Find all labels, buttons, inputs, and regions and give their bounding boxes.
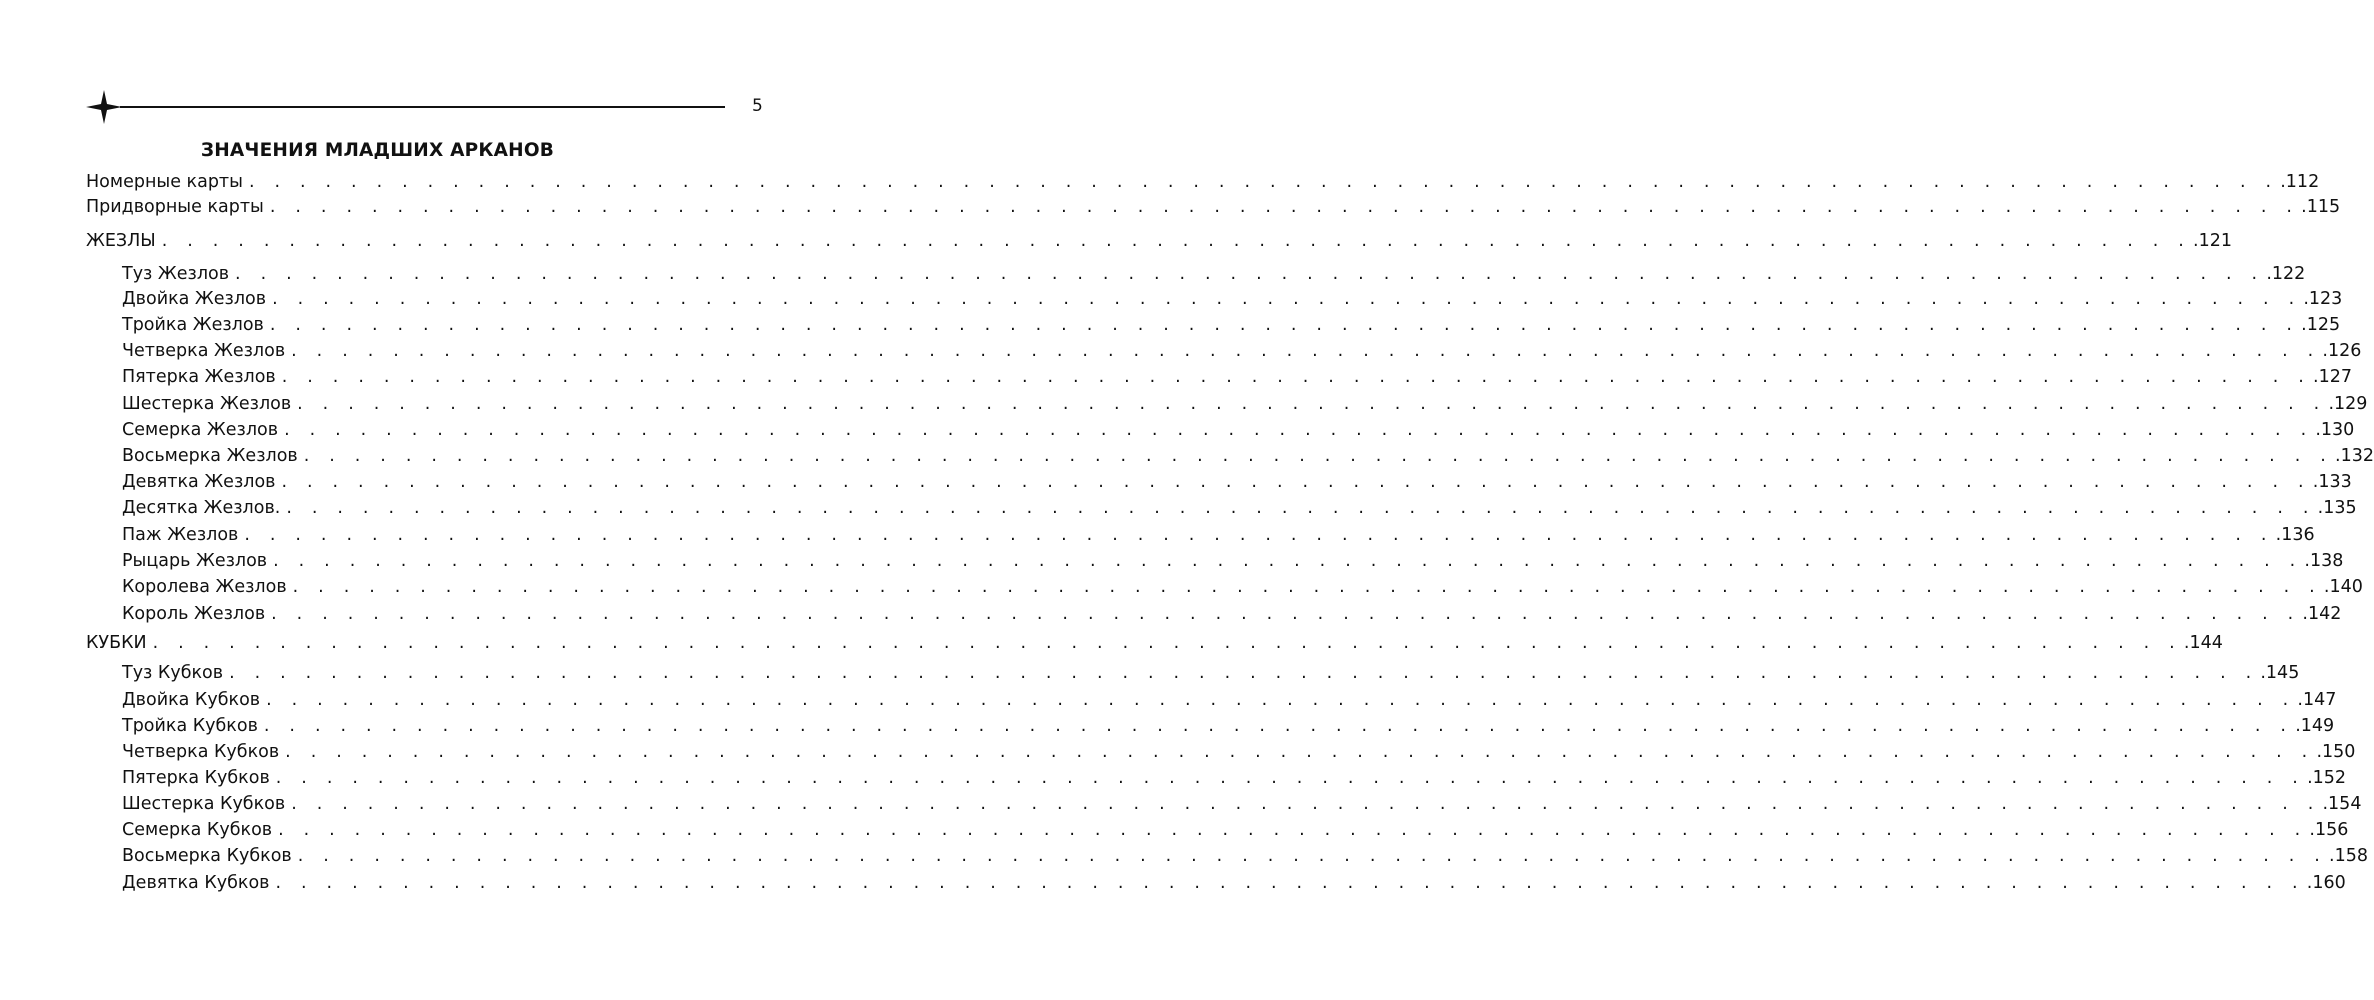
toc-leader-dots: . . . . . . . . . . . . . . . . . . . . . . . . . . . . . . . . . . . . . . . . . . . . . . . . . . . . . . . . . . . . . . . . . . . . . . . . . . . . . . . . (284, 420, 2314, 440)
toc-entry-title: Шестерка Кубков (122, 794, 286, 814)
toc-leader-dots: . . . . . . . . . . . . . . . . . . . . . . . . . . . . . . . . . . . . . . . . . . . . . . . . . . . . . . . . . . . . . . . . . . . . . . . . . . . . . . . . (266, 690, 2296, 710)
toc-entry-page: .152 (2307, 768, 2347, 788)
toc-entry-title: Придворные карты (86, 197, 264, 217)
toc-entry-page: .121 (2193, 231, 2232, 251)
toc-entry (122, 394, 2368, 418)
toc-leader-dots: . . . . . . . . . . . . . . . . . . . . . . . . . . . . . . . . . . . . . . . . . . . . . . . . . . . . . . . . . . . . . . . . . . . . . . . . . . . . . . . . (291, 341, 2321, 361)
toc-entry-title: Рыцарь Жезлов (122, 551, 268, 571)
toc-entry-title: Тройка Кубков (122, 716, 258, 736)
toc-entry-title: Король Жезлов (122, 604, 266, 624)
toc-entry (122, 873, 2346, 897)
toc-entry (122, 341, 2362, 365)
toc-entry-title: Девятка Кубков (122, 873, 270, 893)
toc-entry-page: .138 (2304, 551, 2344, 571)
toc-entry-page: .127 (2313, 367, 2352, 387)
toc-entry (122, 663, 2300, 687)
toc-leader-dots: . . . . . . . . . . . . . . . . . . . . . . . . . . . . . . . . . . . . . . . . . . . . . . . . . . . . . . . . . . . . . . . . . . . . . . . . . . . . . . . . (281, 472, 2311, 492)
toc-entry (86, 197, 2341, 221)
toc-leader-dots: . . . . . . . . . . . . . . . . . . . . . . . . . . . . . . . . . . . . . . . . . . . . . . . . . . . . . . . . . . . . . . . . . . . . . . . . . . . . . . . . (278, 820, 2308, 840)
toc-entry-title: Шестерка Жезлов (122, 394, 292, 414)
toc-entry-page: .136 (2275, 525, 2315, 545)
toc-entry-title: Пятерка Жезлов (122, 367, 276, 387)
toc-entry-page: .132 (2335, 446, 2374, 466)
toc-entry-title: Семерка Жезлов (122, 420, 279, 440)
toc-leader-dots: . . . . . . . . . . . . . . . . . . . . . . . . . . . . . . . . . . . . . . . . . . . . . . . . . . . . . . . . . . . . . . . . . . . . . . . . . . . . . . . . (275, 873, 2305, 893)
toc-entry (86, 633, 2223, 657)
toc-entry (86, 172, 2320, 196)
toc-entry (122, 264, 2306, 288)
toc-leader-dots: . . . . . . . . . . . . . . . . . . . . . . . . . . . . . . . . . . . . . . . . . . . . . . . . . . . . . . . . . . . . . . . . . . . . . . . . . . . . . . . . (152, 633, 2182, 653)
toc-entry (86, 231, 2232, 255)
toc-leader-dots: . . . . . . . . . . . . . . . . . . . . . . . . . . . . . . . . . . . . . . . . . . . . . . . . . . . . . . . . . . . . . . . . . . . . . . . . . . . . . . . . (303, 446, 2333, 466)
toc-leader-dots: . . . . . . . . . . . . . . . . . . . . . . . . . . . . . . . . . . . . . . . . . . . . . . . . . . . . . . . . . . . . . . . . . . . . . . . . . . . . . . . . (286, 498, 2316, 518)
toc-entry-title: Королева Жезлов (122, 577, 287, 597)
toc-leader-dots: . . . . . . . . . . . . . . . . . . . . . . . . . . . . . . . . . . . . . . . . . . . . . . . . . . . . . . . . . . . . . . . . . . . . . . . . . . . . . . . . (281, 367, 2312, 387)
toc-entry (122, 716, 2335, 740)
toc-entry (122, 525, 2315, 549)
toc-entry (122, 367, 2352, 391)
toc-entry (122, 472, 2352, 496)
toc-entry (122, 420, 2355, 444)
toc-entry-title: Десятка Жезлов. (122, 498, 281, 518)
toc-leader-dots: . . . . . . . . . . . . . . . . . . . . . . . . . . . . . . . . . . . . . . . . . . . . . . . . . . . . . . . . . . . . . . . . . . . . . . . . . . . . . . . . (229, 663, 2259, 683)
toc-entry-title: Двойка Кубков (122, 690, 261, 710)
toc-entry-page: .158 (2329, 846, 2368, 866)
toc-entry-page: .156 (2309, 820, 2349, 840)
toc-entry (122, 820, 2349, 844)
toc-entry (122, 794, 2362, 818)
toc-entry (122, 768, 2347, 792)
header-rule (120, 106, 725, 108)
toc-entry-page: .130 (2315, 420, 2355, 440)
toc-entry-page: .133 (2312, 472, 2352, 492)
toc-entry-title: Туз Жезлов (122, 264, 230, 284)
toc-leader-dots: . . . . . . . . . . . . . . . . . . . . . . . . . . . . . . . . . . . . . . . . . . . . . . . . . . . . . . . . . . . . . . . . . . . . . . . . . . . . . . . . (291, 794, 2321, 814)
toc-leader-dots: . . . . . . . . . . . . . . . . . . . . . . . . . . . . . . . . . . . . . . . . . . . . . . . . . . . . . . . . . . . . . . . . . . . . . . . . . . . . . . . . (297, 394, 2327, 414)
toc-leader-dots: . . . . . . . . . . . . . . . . . . . . . . . . . . . . . . . . . . . . . . . . . . . . . . . . . . . . . . . . . . . . . . . . . . . . . . . . . . . . . . . . (272, 289, 2302, 309)
toc-entry-page: .122 (2266, 264, 2306, 284)
toc-entry-page: .145 (2260, 663, 2300, 683)
toc-entry (122, 551, 2344, 575)
toc-entry-page: .150 (2316, 742, 2356, 762)
toc-entry-title: Двойка Жезлов (122, 289, 267, 309)
toc-entry-page: .142 (2302, 604, 2342, 624)
toc-entry-page: .115 (2301, 197, 2341, 217)
toc-entry-page: .154 (2322, 794, 2362, 814)
toc-entry-title: Восьмерка Жезлов (122, 446, 298, 466)
toc-entry-title: КУБКИ (86, 633, 147, 653)
toc-entry-title: Паж Жезлов (122, 525, 239, 545)
toc-entry-page: .147 (2297, 690, 2337, 710)
four-point-star-icon (86, 90, 122, 124)
toc-entry (122, 742, 2356, 766)
toc-entry (122, 690, 2337, 714)
toc-leader-dots: . . . . . . . . . . . . . . . . . . . . . . . . . . . . . . . . . . . . . . . . . . . . . . . . . . . . . . . . . . . . . . . . . . . . . . . . . . . . . . . . (248, 172, 2279, 192)
toc-entry-page: .129 (2328, 394, 2368, 414)
toc-entry-page: .123 (2303, 289, 2343, 309)
toc-entry-title: Четверка Кубков (122, 742, 280, 762)
toc-leader-dots: . . . . . . . . . . . . . . . . . . . . . . . . . . . . . . . . . . . . . . . . . . . . . . . . . . . . . . . . . . . . . . . . . . . . . . . . . . . . . . . . (244, 525, 2274, 545)
toc-leader-dots: . . . . . . . . . . . . . . . . . . . . . . . . . . . . . . . . . . . . . . . . . . . . . . . . . . . . . . . . . . . . . . . . . . . . . . . . . . . . . . . . (269, 315, 2300, 335)
toc-leader-dots: . . . . . . . . . . . . . . . . . . . . . . . . . . . . . . . . . . . . . . . . . . . . . . . . . . . . . . . . . . . . . . . . . . . . . . . . . . . . . . . . (297, 846, 2328, 866)
toc-entry-title: Восьмерка Кубков (122, 846, 292, 866)
toc-entry-title: Пятерка Кубков (122, 768, 270, 788)
toc-entry-page: .125 (2301, 315, 2341, 335)
toc-leader-dots: . . . . . . . . . . . . . . . . . . . . . . . . . . . . . . . . . . . . . . . . . . . . . . . . . . . . . . . . . . . . . . . . . . . . . . . . . . . . . . . . (161, 231, 2192, 251)
page-number: 5 (752, 96, 763, 116)
toc-entry (122, 604, 2342, 628)
toc-entry-title: Девятка Жезлов (122, 472, 276, 492)
toc-entry (122, 315, 2341, 339)
toc-leader-dots: . . . . . . . . . . . . . . . . . . . . . . . . . . . . . . . . . . . . . . . . . . . . . . . . . . . . . . . . . . . . . . . . . . . . . . . . . . . . . . . . (285, 742, 2315, 762)
toc-entry (122, 289, 2343, 313)
toc-entry-title: Туз Кубков (122, 663, 224, 683)
toc-entry (122, 498, 2357, 522)
toc-entry-title: Номерные карты (86, 172, 243, 192)
toc-leader-dots: . . . . . . . . . . . . . . . . . . . . . . . . . . . . . . . . . . . . . . . . . . . . . . . . . . . . . . . . . . . . . . . . . . . . . . . . . . . . . . . . (269, 197, 2300, 217)
toc-leader-dots: . . . . . . . . . . . . . . . . . . . . . . . . . . . . . . . . . . . . . . . . . . . . . . . . . . . . . . . . . . . . . . . . . . . . . . . . . . . . . . . . (273, 551, 2303, 571)
toc-entry-page: .149 (2295, 716, 2335, 736)
toc-entry (122, 577, 2363, 601)
toc-entry-title: Семерка Кубков (122, 820, 273, 840)
toc-entry-title: Четверка Жезлов (122, 341, 286, 361)
toc-leader-dots: . . . . . . . . . . . . . . . . . . . . . . . . . . . . . . . . . . . . . . . . . . . . . . . . . . . . . . . . . . . . . . . . . . . . . . . . . . . . . . . . (235, 264, 2265, 284)
toc-entry-page: .126 (2322, 341, 2362, 361)
toc-entry (122, 446, 2374, 470)
toc-entry-title: Тройка Жезлов (122, 315, 264, 335)
toc-entry-page: .144 (2183, 633, 2223, 653)
toc-entry (122, 846, 2368, 870)
page-header (86, 90, 763, 124)
toc-leader-dots: . . . . . . . . . . . . . . . . . . . . . . . . . . . . . . . . . . . . . . . . . . . . . . . . . . . . . . . . . . . . . . . . . . . . . . . . . . . . . . . . (275, 768, 2306, 788)
toc-entry-page: .112 (2280, 172, 2320, 192)
section-title: ЗНАЧЕНИЯ МЛАДШИХ АРКАНОВ (200, 140, 555, 161)
toc-entry-page: .140 (2323, 577, 2363, 597)
toc-leader-dots: . . . . . . . . . . . . . . . . . . . . . . . . . . . . . . . . . . . . . . . . . . . . . . . . . . . . . . . . . . . . . . . . . . . . . . . . . . . . . . . . (292, 577, 2322, 597)
toc-entry-page: .160 (2306, 873, 2346, 893)
toc-entry-title: ЖЕЗЛЫ (86, 231, 156, 251)
toc-leader-dots: . . . . . . . . . . . . . . . . . . . . . . . . . . . . . . . . . . . . . . . . . . . . . . . . . . . . . . . . . . . . . . . . . . . . . . . . . . . . . . . . (263, 716, 2294, 736)
toc-entry-page: .135 (2317, 498, 2357, 518)
toc-leader-dots: . . . . . . . . . . . . . . . . . . . . . . . . . . . . . . . . . . . . . . . . . . . . . . . . . . . . . . . . . . . . . . . . . . . . . . . . . . . . . . . . (271, 604, 2301, 624)
